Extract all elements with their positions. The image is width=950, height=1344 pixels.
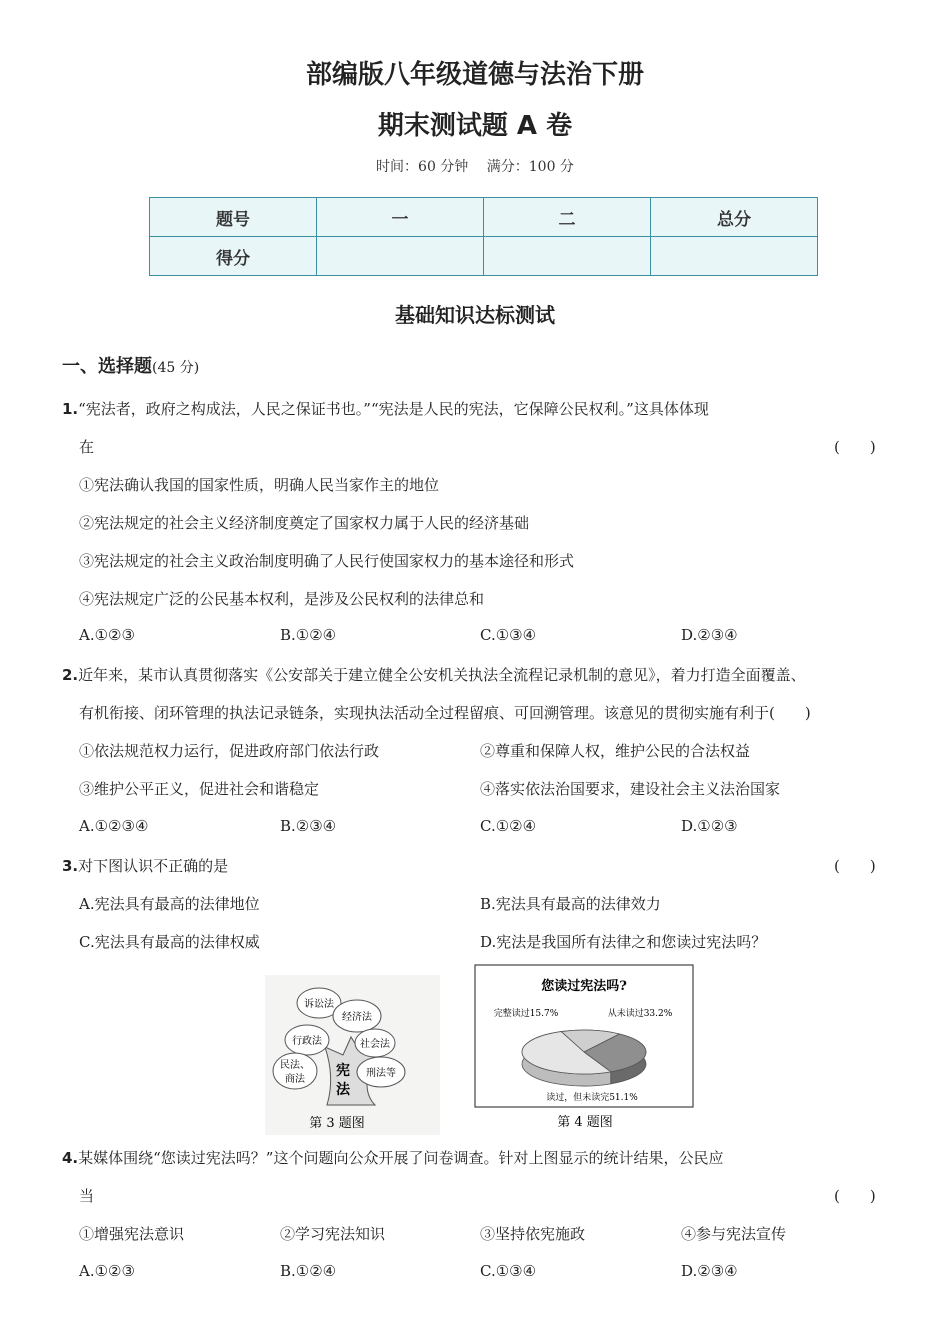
part-label: 一、选择题 [62, 356, 152, 377]
q4-item: ①增强宪法意识 [79, 1225, 185, 1243]
figure3-trunk-label: 宪 [336, 1063, 350, 1079]
q4-number: 4. [62, 1149, 79, 1167]
q4-option-d[interactable]: D.②③④ [681, 1262, 738, 1280]
figure3-branch-label: 行政法 [292, 1036, 322, 1047]
figure3-tree-svg [265, 975, 440, 1135]
score-table-cell [317, 237, 484, 276]
score-table-cell: 总分 [651, 198, 818, 237]
figure4-slice-label: 读过，但未读完51.1% [546, 1093, 638, 1103]
q1-option-b[interactable]: B.①②④ [280, 626, 337, 644]
q2-stem-line1 [62, 664, 806, 685]
score-table-score-row [150, 237, 818, 276]
doc-title-line2: 期末测试题 A 卷 [377, 111, 573, 141]
score-table-cell: 得分 [150, 237, 317, 276]
q4-stem-line1 [62, 1147, 723, 1168]
q2-option-d[interactable]: D.①②③ [681, 817, 738, 835]
section-title: 基础知识达标测试 [395, 303, 555, 327]
figure4-slice-label: 完整读过15.7% [493, 1009, 559, 1019]
q3-option-b[interactable]: B.宪法具有最高的法律效力 [480, 895, 661, 913]
q3-option-c[interactable]: C.宪法具有最高的法律权威 [79, 933, 260, 951]
q1-answer-paren[interactable]: ( ) [834, 438, 876, 456]
figure3-tree [265, 975, 440, 1135]
score-table-cell: 题号 [150, 198, 317, 237]
q1-item: ②宪法规定的社会主义经济制度奠定了国家权力属于人民的经济基础 [79, 514, 530, 532]
q3-number: 3. [62, 857, 79, 875]
q1-number: 1. [62, 400, 79, 418]
figure4-chart [474, 964, 696, 1132]
figure3-branch-label: 民法、 [280, 1060, 310, 1071]
q1-option-c[interactable]: C.①③④ [480, 626, 537, 644]
figure4-caption: 第 4 题图 [557, 1115, 613, 1130]
q4-item: ②学习宪法知识 [280, 1225, 386, 1243]
q1-option-d[interactable]: D.②③④ [681, 626, 738, 644]
q2-item: ①依法规范权力运行，促进政府部门依法行政 [79, 742, 380, 760]
q4-item: ④参与宪法宣传 [681, 1225, 787, 1243]
score-table-header-row [150, 198, 818, 237]
part-points: (45 分) [152, 360, 200, 376]
figure4-pie [522, 1030, 646, 1086]
figure3-branch-label: 商法 [285, 1074, 305, 1085]
q4-option-b[interactable]: B.①②④ [280, 1262, 337, 1280]
q4-item: ③坚持依宪施政 [480, 1225, 586, 1243]
figure3-branch-label: 刑法等 [366, 1068, 396, 1079]
score-table-cell [484, 237, 651, 276]
figure4-chart-svg [474, 964, 696, 1132]
q3-option-d[interactable]: D.宪法是我国所有法律之和您读过宪法吗？ [480, 933, 767, 951]
q2-item: ④落实依法治国要求，建设社会主义法治国家 [480, 780, 781, 798]
q1-item: ④宪法规定广泛的公民基本权利，是涉及公民权利的法律总和 [79, 590, 485, 608]
q4-option-a[interactable]: A.①②③ [79, 1262, 135, 1280]
score-table-cell: 一 [317, 198, 484, 237]
q1-stem-line1 [62, 398, 709, 419]
q1-option-a[interactable]: A.①②③ [79, 626, 135, 644]
q2-stem-text: 近年来，某市认真贯彻落实《公安部关于建立健全公安机关执法全流程记录机制的意见》，着力打造全面覆盖、 [78, 666, 806, 684]
q3-stem [62, 855, 228, 876]
figure4-slice-label: 从未读过33.2% [607, 1009, 673, 1019]
q3-option-a[interactable]: A.宪法具有最高的法律地位 [79, 895, 260, 913]
q4-stem-text: 某媒体围绕“您读过宪法吗？”这个问题向公众开展了问卷调查。针对上图显示的统计结果，公民应 [78, 1149, 724, 1167]
q4-option-c[interactable]: C.①③④ [480, 1262, 537, 1280]
figure3-trunk-label: 法 [336, 1082, 350, 1098]
figure3-branch-label: 诉讼法 [304, 999, 334, 1010]
figure3-branch-label: 社会法 [360, 1039, 390, 1050]
q2-item: ③维护公平正义，促进社会和谐稳定 [79, 780, 320, 798]
q3-stem-text: 对下图认识不正确的是 [78, 857, 229, 875]
figure3-caption: 第 3 题图 [309, 1116, 365, 1131]
q4-answer-paren[interactable]: ( ) [834, 1187, 876, 1205]
q3-answer-paren[interactable]: ( ) [834, 857, 876, 875]
q2-option-c[interactable]: C.①②④ [480, 817, 537, 835]
exam-meta: 时间：60 分钟 满分：100 分 [376, 159, 574, 175]
score-table [149, 197, 818, 276]
q1-stem-text: “宪法者，政府之构成法，人民之保证书也。”“宪法是人民的宪法，它保障公民权利。”这具体体现 [78, 400, 709, 418]
q1-stem-line2: 在 [79, 438, 95, 456]
q2-option-a[interactable]: A.①②③④ [79, 817, 149, 835]
q2-number: 2. [62, 666, 79, 684]
q2-stem-line2: 有机衔接、闭环管理的执法记录链条，实现执法活动全过程留痕、可回溯管理。该意见的贯彻实施有利于( ) [79, 704, 811, 722]
figure3-branch-label: 经济法 [342, 1012, 372, 1023]
q4-stem-line2: 当 [79, 1187, 95, 1205]
q1-item: ①宪法确认我国的国家性质，明确人民当家作主的地位 [79, 476, 440, 494]
doc-title-line1: 部编版八年级道德与法治下册 [305, 60, 644, 90]
score-table-cell [651, 237, 818, 276]
q2-option-b[interactable]: B.②③④ [280, 817, 337, 835]
part-heading [62, 352, 199, 378]
q1-item: ③宪法规定的社会主义政治制度明确了人民行使国家权力的基本途径和形式 [79, 552, 575, 570]
q2-item: ②尊重和保障人权，维护公民的合法权益 [480, 742, 751, 760]
score-table-cell: 二 [484, 198, 651, 237]
figure4-chart-title: 您读过宪法吗? [541, 979, 627, 994]
